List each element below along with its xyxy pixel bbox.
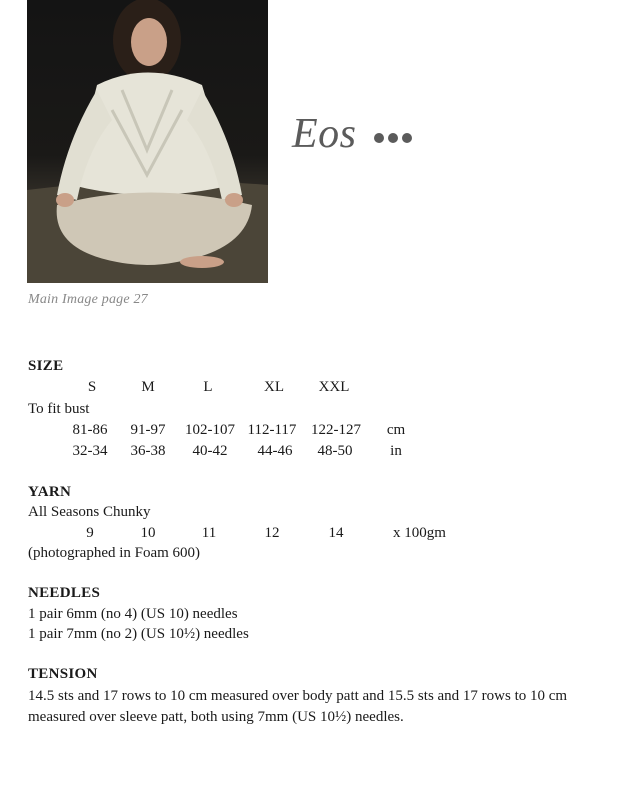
bust-cm: 112-117 [247,422,297,438]
yarn-quantity: 10 [140,525,156,541]
needle-item: 1 pair 6mm (no 4) (US 10) needles [28,606,238,622]
bust-in-unit: in [390,443,402,459]
yarn-heading: YARN [28,484,72,500]
needle-item: 1 pair 7mm (no 2) (US 10½) needles [28,626,249,642]
difficulty-dot [388,133,398,143]
bust-cm: 102-107 [185,422,235,438]
size-label: XL [264,379,284,395]
bust-cm: 91-97 [130,422,166,438]
size-label: S [87,379,97,395]
bust-in: 32-34 [72,443,108,459]
fit-bust-label: To fit bust [28,401,90,417]
bust-in: 40-42 [192,443,228,459]
tension-heading: TENSION [28,666,98,682]
difficulty-dots [374,133,412,143]
yarn-name: All Seasons Chunky [28,504,151,520]
yarn-quantity: 12 [264,525,280,541]
yarn-quantity: 9 [86,525,94,541]
main-photo [27,0,268,283]
bust-in: 36-38 [130,443,166,459]
size-label: M [141,379,155,395]
pattern-title: Eos [292,111,357,157]
model-illustration [27,0,268,283]
bust-cm-unit: cm [386,422,406,438]
difficulty-dot [402,133,412,143]
bust-in: 44-46 [257,443,293,459]
size-label: XXL [318,379,350,395]
tension-text: 14.5 sts and 17 rows to 10 cm measured over body patt and 15.5 sts and 17 rows to 10 cm measured over sleeve patt, both using 7mm (US 10½) needles. [28,688,568,725]
yarn-note: (photographed in Foam 600) [28,545,201,561]
bust-cm: 81-86 [72,422,108,438]
difficulty-dot [374,133,384,143]
yarn-quantity: 14 [328,525,344,541]
yarn-quantity: 11 [201,525,217,541]
bust-cm: 122-127 [311,422,361,438]
yarn-unit: x 100gm [393,525,446,541]
size-heading: SIZE [28,358,64,374]
image-caption: Main Image page 27 [28,292,148,307]
size-label: L [203,379,213,395]
bust-in: 48-50 [317,443,353,459]
needles-heading: NEEDLES [28,585,101,601]
